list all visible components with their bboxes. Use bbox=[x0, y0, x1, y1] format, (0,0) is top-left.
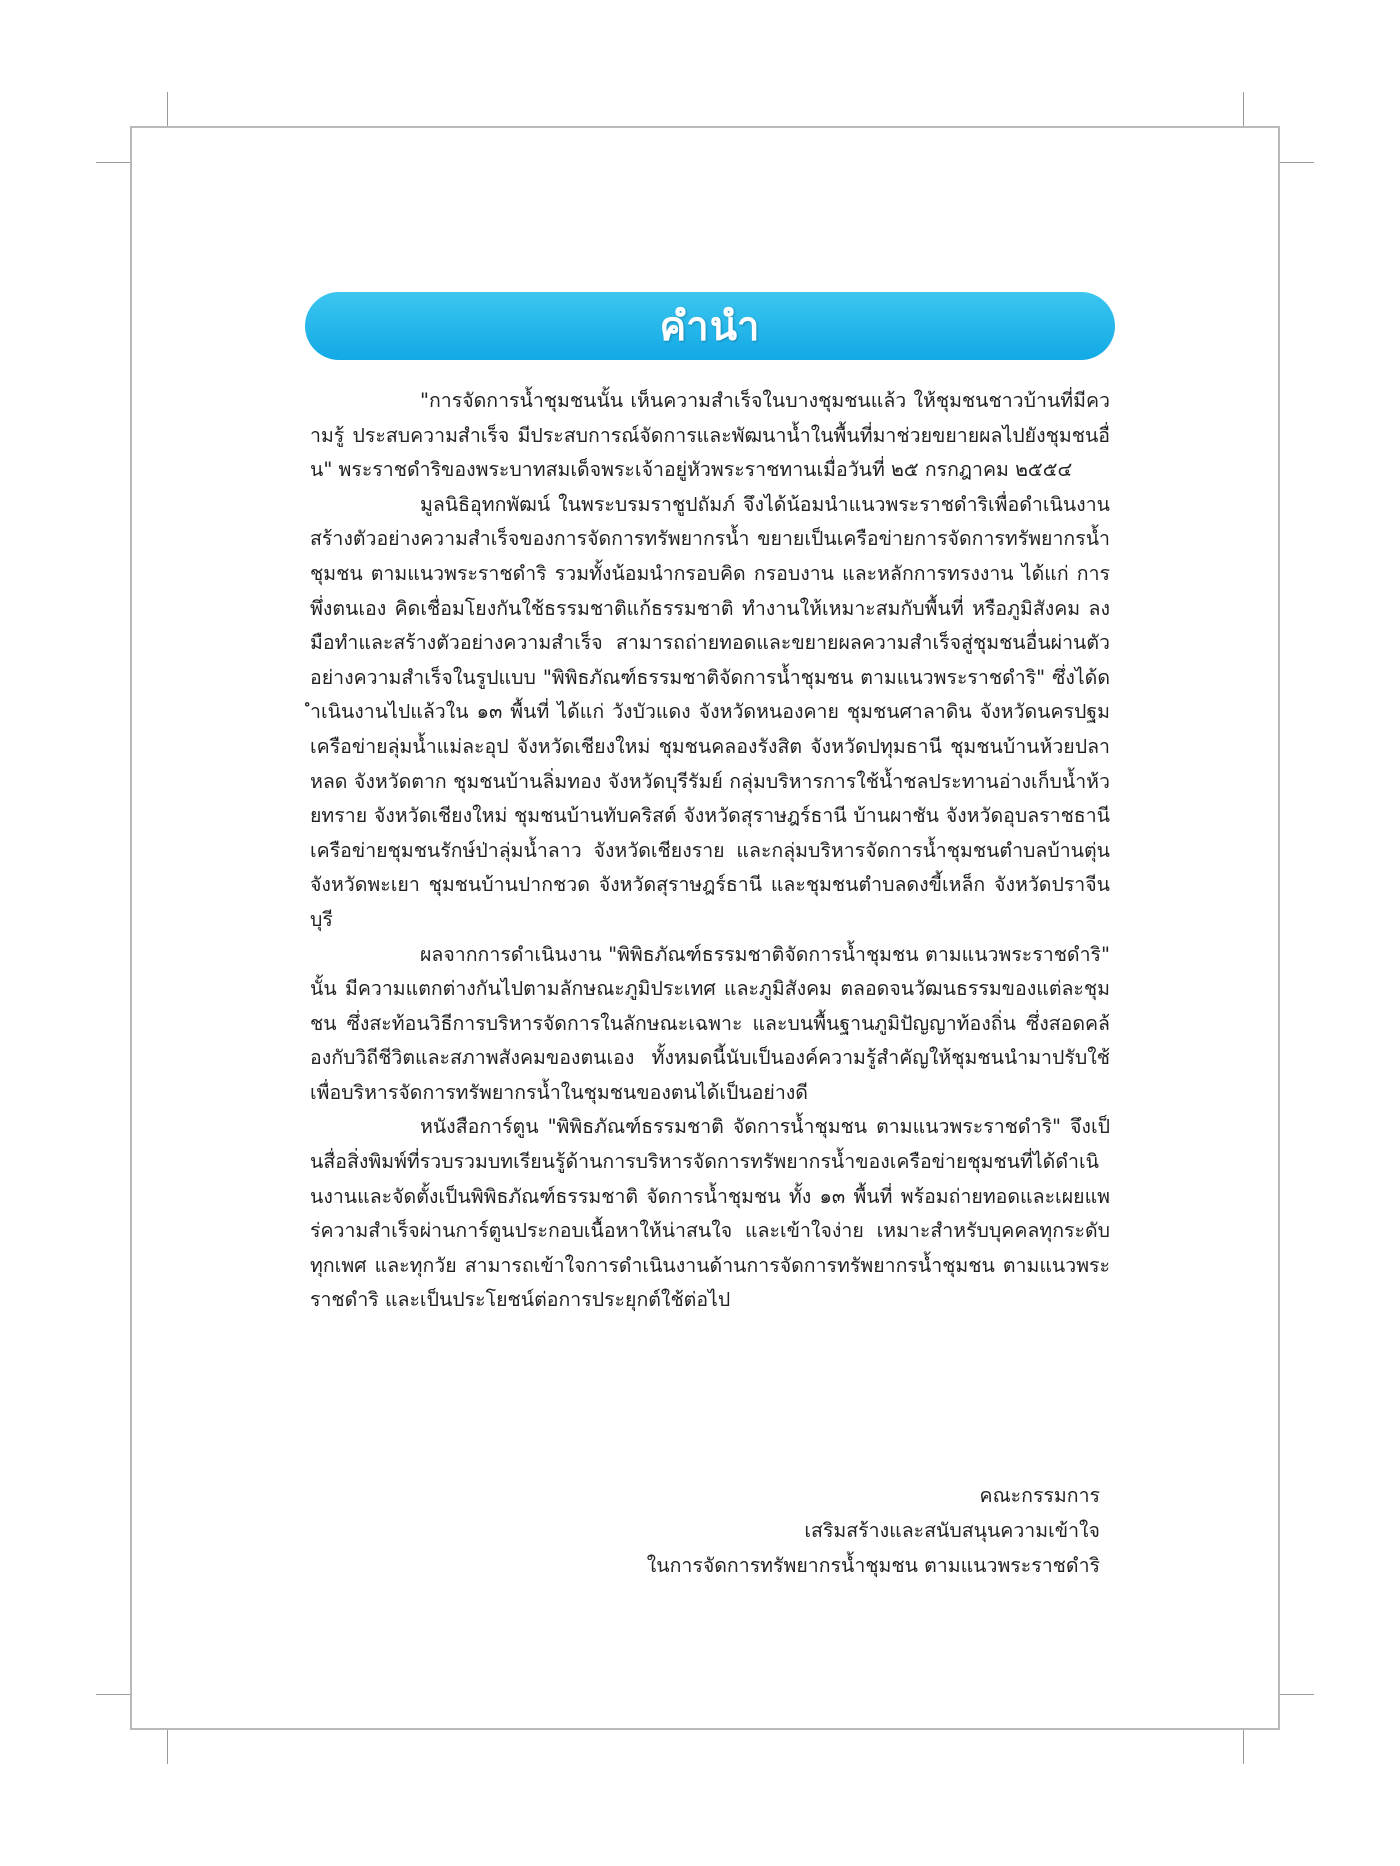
signature-line-3: ในการจัดการทรัพยากรน้ำชุมชน ตามแนวพระราชดำริ bbox=[646, 1554, 1100, 1577]
crop-mark-bottom-right-vertical bbox=[1243, 1730, 1244, 1764]
paragraph-4: หนังสือการ์ตูน "พิพิธภัณฑ์ธรรมชาติ จัดการน้ำชุมชน ตามแนวพระราชดำริ" จึงเป็นสื่อสิ่งพิมพ์ที่รวบรวมบทเรียนรู้ด้านการบริหารจัดการทรัพยากรน้ำของเครือข่ายชุมชนที่ได้ดำเนินงานและจัดตั้งเป็นพิพิธภัณฑ์ธรรมชาติ จัดการน้ำชุมชน ทั้ง ๑๓ พื้นที่ พร้อมถ่ายทอดและเผยแพร่ความสำเร็จผ่านการ์ตูนประกอบเนื้อหาให้น่าสนใจ และเข้าใจง่าย เหมาะสำหรับบุคคลทุกระดับ ทุกเพศ และทุกวัย สามารถเข้าใจการดำเนินงานด้านการจัดการทรัพยากรน้ำชุมชน ตามแนวพระราชดำริ และเป็นประโยชน์ต่อการประยุกต์ใช้ต่อไป bbox=[310, 1115, 1110, 1312]
paragraph-3: ผลจากการดำเนินงาน "พิพิธภัณฑ์ธรรมชาติจัดการน้ำชุมชน ตามแนวพระราชดำริ" นั้น มีความแตกต่างกันไปตามลักษณะภูมิประเทศ และภูมิสังคม ตลอดจนวัฒนธรรมของแต่ละชุมชน ซึ่งสะท้อนวิธีการบริหารจัดการในลักษณะเฉพาะ และบนพื้นฐานภูมิปัญญาท้องถิ่น ซึ่งสอดคล้องกับวิถีชีวิตและสภาพสังคมของตนเอง ทั้งหมดนี้นับเป็นองค์ความรู้สำคัญให้ชุมชนนำมาปรับใช้ เพื่อบริหารจัดการทรัพยากรน้ำในชุมชนของตนได้เป็นอย่างดี bbox=[310, 942, 1110, 1104]
crop-mark-bottom-right-horizontal bbox=[1280, 1694, 1314, 1695]
preface-body bbox=[310, 384, 1110, 1318]
crop-mark-bottom-left-horizontal bbox=[96, 1694, 130, 1695]
crop-mark-top-right-vertical bbox=[1243, 92, 1244, 126]
signature-line-2: เสริมสร้างและสนับสนุนความเข้าใจ bbox=[804, 1519, 1100, 1542]
title-banner bbox=[305, 292, 1115, 360]
paragraph-1: "การจัดการน้ำชุมชนนั้น เห็นความสำเร็จในบางชุมชนแล้ว ให้ชุมชนชาวบ้านที่มีความรู้ ประสบความสำเร็จ มีประสบการณ์จัดการและพัฒนาน้ำในพื้นที่มาช่วยขยายผลไปยังชุมชนอื่น" พระราชดำริของพระบาทสมเด็จพระเจ้าอยู่หัวพระราชทานเมื่อวันที่ ๒๕ กรกฎาคม ๒๕๕๔ bbox=[310, 389, 1110, 482]
crop-mark-bottom-left-vertical bbox=[167, 1730, 168, 1764]
crop-mark-top-right-horizontal bbox=[1280, 162, 1314, 163]
crop-mark-top-left-horizontal bbox=[96, 162, 130, 163]
signature-line-1: คณะกรรมการ bbox=[979, 1484, 1100, 1507]
page-title: คำนำ bbox=[659, 304, 761, 350]
signature-block bbox=[647, 1478, 1100, 1583]
crop-mark-top-left-vertical bbox=[167, 92, 168, 126]
paragraph-2: มูลนิธิอุทกพัฒน์ ในพระบรมราชูปถัมภ์ จึงได้น้อมนำแนวพระราชดำริเพื่อดำเนินงานสร้างตัวอย่างความสำเร็จของการจัดการทรัพยากรน้ำ ขยายเป็นเครือข่ายการจัดการทรัพยากรน้ำชุมชน ตามแนวพระราชดำริ รวมทั้งน้อมนำกรอบคิด กรอบงาน และหลักการทรงงาน ได้แก่ การพึ่งตนเอง คิดเชื่อมโยงกันใช้ธรรมชาติแก้ธรรมชาติ ทำงานให้เหมาะสมกับพื้นที่ หรือภูมิสังคม ลงมือทำและสร้างตัวอย่างความสำเร็จ สามารถถ่ายทอดและขยายผลความสำเร็จสู่ชุมชนอื่นผ่านตัวอย่างความสำเร็จในรูปแบบ "พิพิธภัณฑ์ธรรมชาติจัดการน้ำชุมชน ตามแนวพระราชดำริ" ซึ่งได้ดำเนินงานไปแล้วใน ๑๓ พื้นที่ ได้แก่ วังบัวแดง จังหวัดหนองคาย ชุมชนศาลาดิน จังหวัดนครปฐม เครือข่ายลุ่มน้ำแม่ละอุป จังหวัดเชียงใหม่ ชุมชนคลองรังสิต จังหวัดปทุมธานี ชุมชนบ้านห้วยปลาหลด จังหวัดตาก ชุมชนบ้านลิ่มทอง จังหวัดบุรีรัมย์ กลุ่มบริหารการใช้น้ำชลประทานอ่างเก็บน้ำห้วยทราย จังหวัดเชียงใหม่ ชุมชนบ้านทับคริสต์ จังหวัดสุราษฎร์ธานี บ้านผาชัน จังหวัดอุบลราชธานี เครือข่ายชุมชนรักษ์ป่าลุ่มน้ำลาว จังหวัดเชียงราย และกลุ่มบริหารจัดการน้ำชุมชนตำบลบ้านตุ่น จังหวัดพะเยา ชุมชนบ้านปากชวด จังหวัดสุราษฎร์ธานี และชุมชนตำบลดงขี้เหล็ก จังหวัดปราจีนบุรี bbox=[310, 492, 1110, 931]
